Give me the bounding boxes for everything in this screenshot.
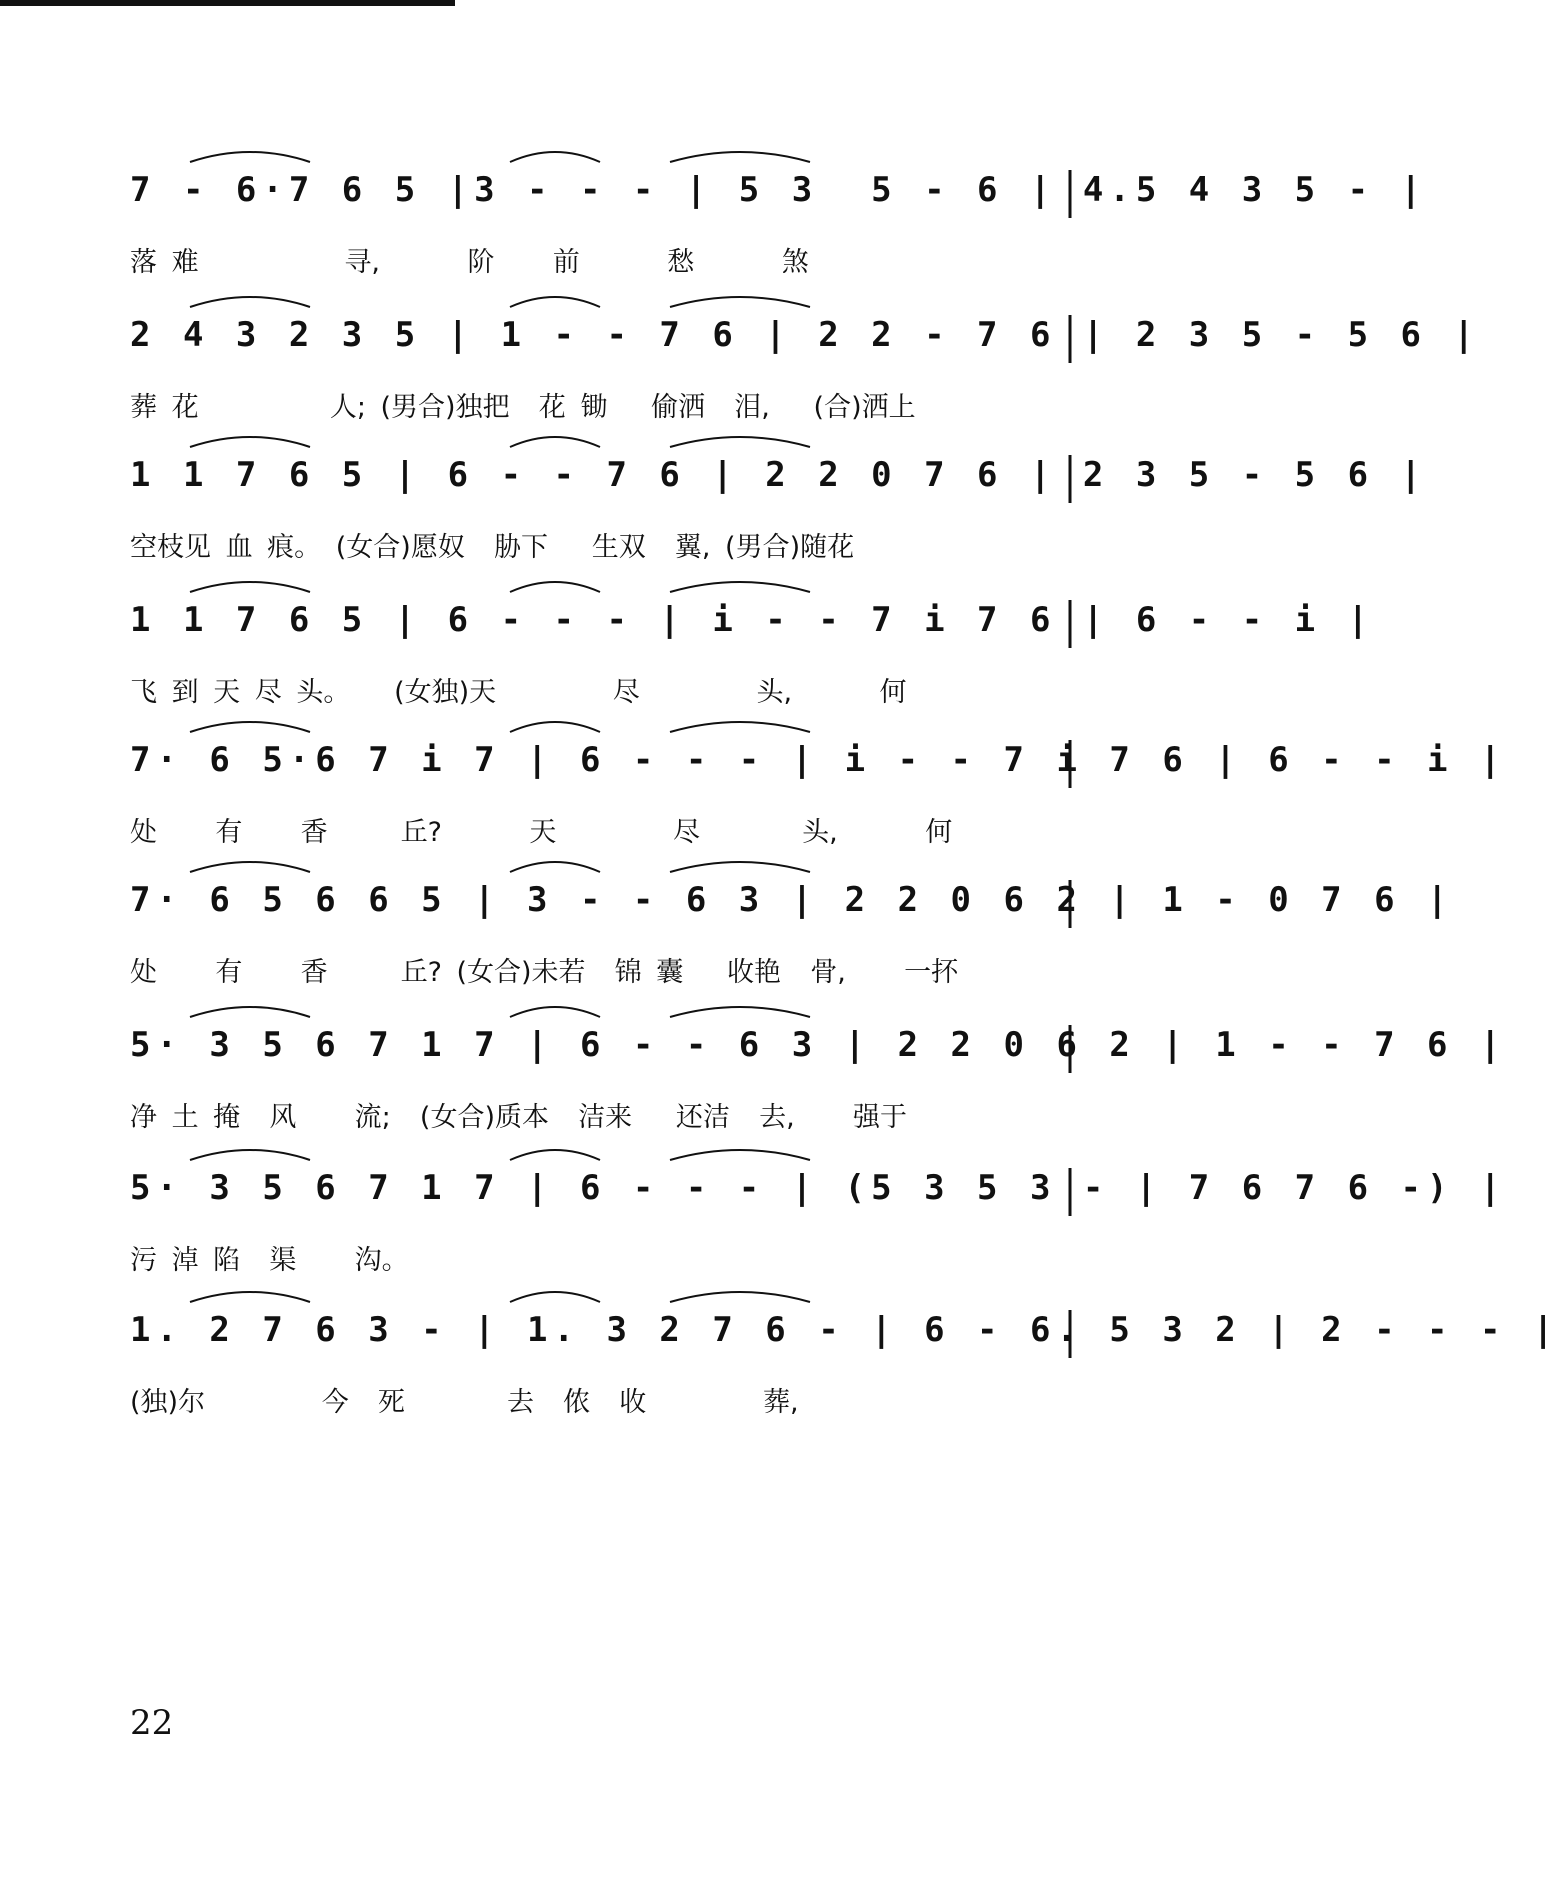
page-number: 22	[130, 1703, 174, 1743]
lyrics-line: (独)尔 今 死 去 侬 收 葬,	[130, 1387, 799, 1418]
notation-line: 5· 3 5 6 7 1 7 | 6 - - 6 3 | 2 2 0 6 2 | 1 - - 7 6 |	[130, 1025, 1507, 1065]
lyrics-line: 污 淖 陷 渠 沟。	[130, 1245, 409, 1276]
lyrics-line: 葬 花 人; (男合)独把 花 锄 偷洒 泪, (合)洒上	[130, 392, 916, 423]
notation-line: 7· 6 5·6 7 i 7 | 6 - - - | i - - 7 i 7 6 | 6 - - i |	[130, 740, 1507, 780]
notation-line: 1 1 7 6 5 | 6 - - - | i - - 7 i 7 6 | 6 - - i |	[130, 600, 1375, 640]
lyrics-line: 落 难 寻, 阶 前 愁 煞	[130, 247, 809, 278]
notation-line: 2 4 3 2 3 5 | 1 - - 7 6 | 2 2 - 7 6 | 2 3 5 - 5 6 |	[130, 315, 1480, 355]
notation-line: 7 - 6·7 6 5 |3 - - - | 5 3 5 - 6 | 4.5 4 3 5 - |	[130, 170, 1428, 210]
notation-line: 1 1 7 6 5 | 6 - - 7 6 | 2 2 0 7 6 | 2 3 5 - 5 6 |	[130, 455, 1428, 495]
lyrics-line: 处 有 香 丘? 天 尽 头, 何	[130, 817, 953, 848]
notation-line: 5· 3 5 6 7 1 7 | 6 - - - | (5 3 5 3 - | 7 6 7 6 -) |	[130, 1168, 1507, 1208]
lyrics-line: 净 土 掩 风 流; (女合)质本 洁来 还洁 去, 强于	[130, 1102, 907, 1133]
top-rule	[0, 0, 455, 6]
lyrics-line: 飞 到 天 尽 头。 (女独)天 尽 头, 何	[130, 677, 907, 708]
lyrics-line: 空枝见 血 痕。 (女合)愿奴 胁下 生双 翼, (男合)随花	[130, 532, 855, 563]
lyrics-line: 处 有 香 丘? (女合)未若 锦 囊 收艳 骨, 一抔	[130, 957, 959, 988]
notation-line: 1. 2 7 6 3 - | 1. 3 2 7 6 - | 6 - 6. 5 3 2 | 2 - - - |	[130, 1310, 1559, 1350]
notation-line: 7· 6 5 6 6 5 | 3 - - 6 3 | 2 2 0 6 2 | 1 - 0 7 6 |	[130, 880, 1454, 920]
